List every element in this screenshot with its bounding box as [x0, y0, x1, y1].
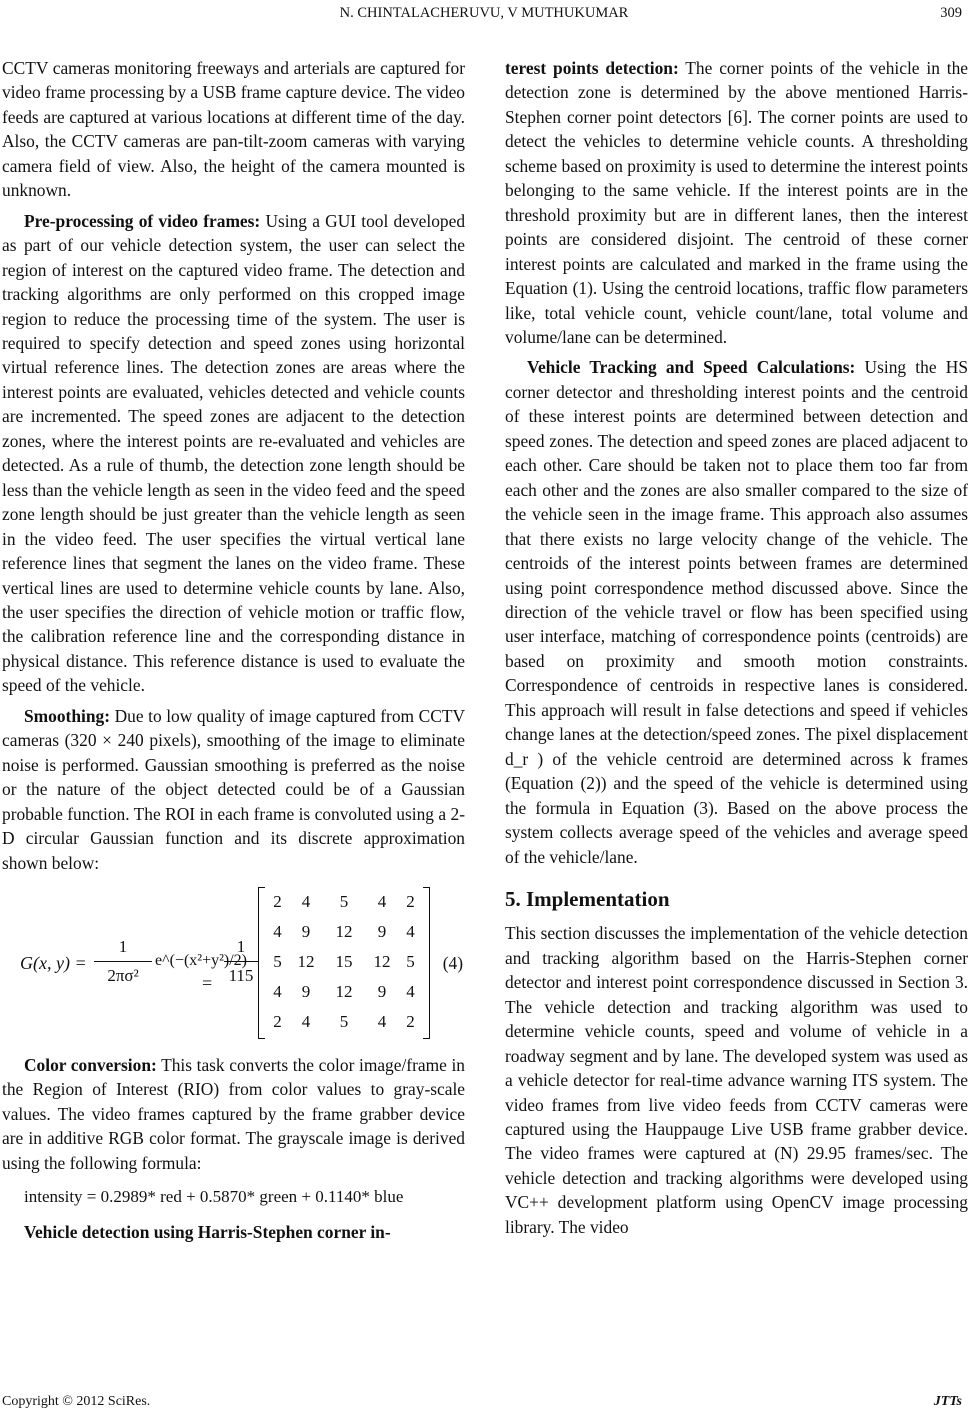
- heading-vehicle-detection: Vehicle detection using Harris-Stephen corner in-: [24, 1221, 391, 1242]
- heading-tracking: Vehicle Tracking and Speed Calculations:: [527, 357, 856, 378]
- matrix-table: [268, 887, 420, 1037]
- paragraph-interest-points: [505, 56, 968, 349]
- paragraph-color-conversion: [2, 1053, 465, 1175]
- right-column: [505, 56, 968, 1239]
- paragraph-preprocessing: [2, 209, 465, 698]
- body-smoothing: Due to low quality of image captured from CCTV cameras (320 × 240 pixels), smoothing of the image to eliminate noise is performed. Gaussian smoothing is preferred as the noise or the nature of the object detected could be of a Gaussian probable function. The ROI in each frame is convoluted using a 2-D circular Gaussian function and its discrete approximation shown below:: [2, 705, 465, 873]
- heading-preprocessing: Pre-processing of video frames:: [24, 210, 261, 231]
- equation-4-lhs: G(x, y) =: [20, 952, 87, 973]
- paragraph-vehicle-detection: [2, 1220, 465, 1244]
- equation-4: [2, 879, 465, 1047]
- body-preprocessing: Using a GUI tool developed as part of our vehicle detection system, the user can select the region of interest on the captured video frame. The detection and tracking algorithms are only performed on this cropped image region to reduce the processing time of the system. The user is required to specify detection and speed zones using horizontal virtual reference lines. The detection zones are areas where the interest points are evaluated, vehicles detected and vehicle counts are incremented. The speed zones are adjacent to the detection zones, where the interest points are re-evaluated and vehicles are detected. As a rule of thumb, the detection zone length should be less than the vehicle length as seen in the video feed and the speed zone length should be just greater than the vehicle length as seen in the video feed. The user specifies the virtual vertical lane reference lines that segment the lanes on the video frame. These vertical lines are used to determine vehicle counts by lane. Also, the user specifies the direction of vehicle motion or traffic flow, the calibration reference line and the corresponding distance in physical distance. This reference distance is used to evaluate the speed of the vehicle.: [2, 210, 466, 696]
- matrix-row: 2 4 5 4 2: [273, 891, 415, 911]
- section-title-implementation: 5. Implementation: [505, 886, 670, 911]
- heading-smoothing: Smoothing:: [24, 705, 111, 726]
- paragraph-tracking: [505, 355, 968, 869]
- footer-copyright: Copyright © 2012 SciRes.: [2, 1394, 151, 1409]
- page-number: 309: [940, 5, 962, 21]
- body-color-conversion: This task converts the color image/frame in the Region of Interest (RIO) from color values to gray-scale values. The video frames captured by the frame grabber device are in additive RGB color format. The grayscale image is derived using the following formula:: [2, 1054, 465, 1173]
- page-header: [0, 3, 968, 27]
- gaussian-kernel-matrix: [258, 887, 430, 1037]
- running-head-authors: N. CHINTALACHERUVU, V MUTHUKUMAR: [339, 5, 629, 21]
- heading-interest-points: terest points detection:: [505, 58, 679, 78]
- equation-4-exponential: e^(−(x²+y²)/2): [155, 951, 248, 969]
- paragraph-cctv: CCTV cameras monitoring freeways and arterials are captured for video frame processing by a USB frame capture device. The video feeds are captured at various locations at different time of the day. Also, the CCTV cameras are pan-tilt-zoom cameras with varying camera field of view. Also, the height of the camera mounted is unknown.: [2, 58, 465, 201]
- footer-journal: JTTs: [933, 1394, 962, 1409]
- paragraph-smoothing: [2, 704, 465, 875]
- matrix-row: 4 9 12 9 4: [273, 921, 415, 941]
- matrix-row: 2 4 5 4 2: [273, 1011, 415, 1031]
- equation-4-equals: =: [202, 972, 213, 993]
- body-interest-points: The corner points of the vehicle in the detection zone is determined by the above mentioned Harris-Stephen corner point detectors [6]. The corner points are used to detect the vehicles to determine vehicle counts. A thresholding scheme based on proximity is used to determine the interest points belonging to the same vehicle. If the interest points are in the threshold proximity but are in different lanes, then the interest points are considered disjoint. The centroid of these corner interest points are calculated and marked in the frame using the Equation (1). Using the centroid locations, traffic flow parameters like, total vehicle count, vehicle count/lane, total volume and volume/lane can be determined.: [505, 58, 968, 347]
- equation-4-number: (4): [442, 952, 463, 973]
- body-tracking: Using the HS corner detector and thresholding interest points and the centroid of these interest points are determined between detection and speed zones. The detection and speed zones are placed adjacent to each other. Care should be taken not to place them too far from each other and the zones are also smaller compared to the size of the vehicle seen in the image frame. This approach also assumes that there exists no large velocity change of the vehicle. The centroids of the interest points between frames are determined using point correspondence method discussed above. Since the direction of the vehicle travel or flow has been specified using user interface, matching of correspondence points (centroids) are based on proximity and smooth motion constraints. Correspondence of centroids in respective lanes is considered. This approach will result in false detections and speed if vehicles change lanes at the detection/speed zones. The pixel displacement d_r ) of the vehicle centroid are determined across k frames (Equation (2)) and the speed of the vehicle is determined using the formula in Equation (3). Based on the above process the system collects average speed of the vehicles and average speed of the vehicle/lane.: [505, 357, 968, 867]
- matrix-row: 4 9 12 9 4: [273, 981, 415, 1001]
- matrix-row: 5 12 15 12 5: [273, 951, 415, 971]
- paragraph-implementation: This section discusses the implementation of the vehicle detection and tracking algorithm based on the Harris-Stephen corner detector and interest point correspondence discussed in Section 3. The vehicle detection and tracking algorithm was used to determine vehicle counts, speed and volume of vehicle in a roadway segment and by lane. The developed system was used as a vehicle detector for real-time advance warning ITS system. The video frames from live video feeds from CCTV cameras were captured using the Hauppauge Live USB frame grabber device. The video frames were captured at (N) 29.95 frames/sec. The vehicle detection and tracking algorithms were developed using VC++ development platform using OpenCV image processing library. The video: [505, 923, 968, 1237]
- equation-4-fraction-1: 1 2πσ²: [94, 935, 152, 989]
- left-column: [2, 56, 465, 1244]
- heading-color-conversion: Color conversion:: [24, 1054, 157, 1075]
- equation-4-fraction-2: 1 115: [224, 935, 258, 989]
- equation-intensity: intensity = 0.2989* red + 0.5870* green + 0.1140* blue: [24, 1187, 404, 1207]
